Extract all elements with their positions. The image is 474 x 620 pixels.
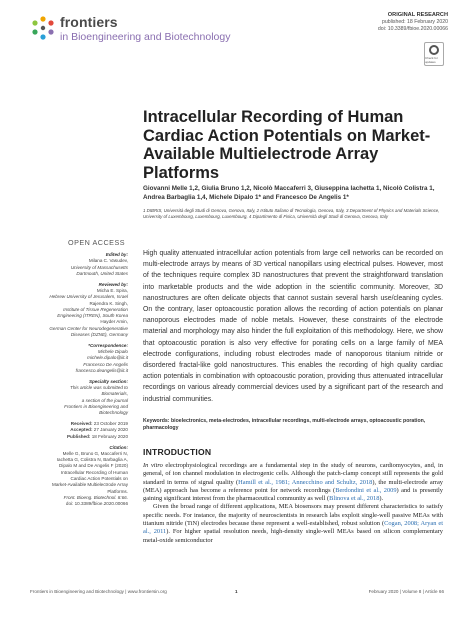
check-for-updates-button[interactable] — [424, 42, 444, 66]
reviewer-name: Micha E. Spira, — [96, 287, 128, 293]
open-access-label: OPEN ACCESS — [68, 238, 126, 247]
published-date: published: 18 February 2020 — [381, 19, 448, 25]
editor-affil: University of Massachusetts — [70, 264, 128, 270]
article-meta — [378, 12, 448, 33]
citation-line: Front. Bioeng. Biotechnol. 8:66. — [63, 494, 128, 500]
citation-line: Dipalo M and De Angelis F (2020) — [59, 463, 128, 469]
page-number: 1 — [235, 589, 238, 594]
citation-link[interactable]: Berdondini et al., 2009 — [335, 486, 397, 494]
editor-name: Milana C. Vasudev, — [88, 258, 128, 264]
reviewer-affil: Diseases (DZNE), Germany — [70, 332, 128, 338]
reviewer-affil: Institute of Tissue Regeneration — [63, 306, 128, 312]
frontiers-logo-icon — [30, 15, 56, 41]
text: electrophysiological recordings are a fundamental step in the study of neurons, cardiomyocytes, and, in general, of ion channel modulation in electrogenic cells. Although the patch-clamp concept still represents the gold standard in terms of signal quality ( — [143, 462, 443, 486]
specialty-line: This article was submitted to — [70, 385, 128, 391]
keywords-list: bioelectronics, meta-electrodes, intracellular recordings, multi-electrode arrays, optoacoustic poration, pharmacology — [143, 418, 426, 431]
citation-heading: Citation: — [109, 444, 128, 450]
citation-line: Intracellular Recording of Human — [60, 469, 128, 475]
section-heading: INTRODUCTION — [143, 447, 212, 457]
refresh-icon — [429, 45, 439, 55]
received-value: 23 October 2019 — [93, 421, 128, 427]
italic-text: In vitro — [143, 462, 163, 469]
brand-name: frontiers — [60, 14, 118, 30]
author-list[interactable]: Giovanni Melle 1,2, Giulia Bruno 1,2, Nicolò Maccaferri 3, Giuseppina Iachetta 1, Nicolò Colistra 1, Andrea Barbaglia 1,4, Michele Dipalo 1* and Francesco De Angelis 1* — [143, 185, 435, 202]
keywords — [143, 418, 443, 432]
reviewed-by-heading: Reviewed by: — [98, 281, 128, 287]
intro-body — [143, 462, 443, 545]
specialty-line: Biotechnology — [99, 410, 128, 416]
correspondence-heading: *Correspondence: — [88, 342, 128, 348]
specialty-heading: Specialty section: — [88, 378, 128, 384]
footer-issue: February 2020 | Volume 8 | Article 66 — [368, 589, 444, 594]
doi-link[interactable]: doi: 10.3389/fbioe.2020.00066 — [377, 26, 448, 32]
citation-link[interactable]: Blinova et al., 2018 — [329, 495, 380, 503]
reviewer-affil: Engineering (ITREN), South Korea — [57, 313, 128, 319]
affiliations: 1 DIBRIS, Università degli Studi di Genova, Genova, Italy, 2 Istituto Italiano di Tecnologia, Genova, Italy, 3 Department of Physics and Materials Science, University of Luxembourg, Luxembourg, Luxembourg, 4 Dipartimento di Fisica, Università degli Studi di Genova, Genova, Italy — [143, 208, 440, 220]
text: ) and is presently gaining significant interest from the pharmaceutical community as well ( — [143, 486, 443, 503]
citation-doi[interactable]: doi: 10.3389/fbioe.2020.00066 — [65, 501, 128, 507]
corresponding-author: Michele Dipalo — [97, 349, 128, 355]
text: Given the broad range of different applications, MEA biosensors may present different characteristics to satisfy specific needs. For instance, the majority of neuroscientists in research labs exploit single-well passive MEAs with titanium nitride (TiN) electrodes because these represent a well-established, robust solution ( — [143, 503, 443, 528]
text: ). — [379, 495, 384, 503]
citation-line: Iachetta G, Colistra N, Barbaglia A, — [56, 457, 128, 463]
reviewer-affil: Hebrew University of Jerusalem, Israel — [49, 294, 128, 300]
reviewer-affil: German Center for Neurodegenerative — [49, 325, 128, 331]
reviewer-name: Rajendra K. Singh, — [89, 300, 128, 306]
article-info-sidebar — [28, 252, 128, 507]
accepted-value: 27 January 2020 — [93, 427, 128, 433]
email-link[interactable]: michele.dipalo@iit.it — [87, 355, 128, 361]
published-label: Published: — [66, 433, 91, 439]
paragraph — [143, 462, 443, 503]
received-label: Received: — [70, 421, 93, 427]
journal-name: in Bioengineering and Biotechnology — [60, 31, 231, 43]
citation-line: Market-Available Multielectrode Array — [52, 482, 128, 488]
specialty-line: Frontiers in Bioengineering and — [64, 404, 128, 410]
accepted-label: Accepted: — [70, 427, 93, 433]
email-link[interactable]: francesco.deangelis@iit.it — [75, 368, 128, 374]
editor-affil: Dartmouth, United States — [76, 270, 128, 276]
edited-by-heading: Edited by: — [105, 252, 128, 257]
corresponding-author: Francesco De Angelis — [83, 361, 128, 367]
citation-line: Cardiac Action Potentials on — [70, 476, 128, 481]
check-updates-label: Check for updates — [425, 56, 438, 64]
citation-line: Platforms. — [107, 488, 128, 494]
citation-link[interactable]: Hamill et al., 1981; Annecchino and Schultz, 2018 — [238, 478, 373, 486]
keywords-label: Keywords: — [143, 418, 170, 424]
article-title: Intracellular Recording of Human Cardiac Action Potentials on Market-Available Multielectrode Array Platforms — [143, 108, 431, 182]
text: ). For higher spatial resolution needs, high-density single-well MEAs based on silicon complementary metal-oxide semiconductor — [143, 528, 443, 544]
text: ), the multi-electrode array (MEA) approach has become a reference point for network recordings ( — [143, 478, 443, 494]
journal-logo[interactable] — [30, 14, 250, 50]
citation-link[interactable]: Cogan, 2008; Aryan et al., 2011 — [143, 520, 443, 536]
paragraph — [143, 503, 443, 544]
specialty-line: Biomaterials, — [101, 391, 128, 397]
citation-line: Melle G, Bruno G, Maccaferri N, — [62, 450, 128, 456]
published-value: 18 February 2020 — [91, 433, 128, 439]
article-type: ORIGINAL RESEARCH — [387, 12, 448, 18]
reviewer-name: Hayder Amin, — [100, 319, 128, 325]
abstract: High quality attenuated intracellular action potentials from large cell networks can be recorded on multi-electrode arrays by means of 3D vertical nanopillars using electrical pulses. However, most of the techniques require complex 3D nanostructures that prevent the straightforward translation into marketable products and the wide adoption in the scientific community. Moreover, 3D nanostructures are often delicate objects that cannot sustain several harsh use/cleaning cycles. On the contrary, laser optoacoustic poration allows the recording of action potentials on planar nanoporous electrodes made of noble metals. However, these constraints of the electrode material and morphology may also hinder the full exploitation of this methodology. Here, we show that optoacoustic poration is also very effective for porating cells on a large family of MEA electrode configurations, including robust electrodes made of nanoporous titanium nitride or disordered fractal-like gold nanostructures. This enables the recording of high quality cardiac action potentials in combination with optoacoustic poration, providing thus attenuated intracellular recordings on various already commercial devices used by a significant part of the research and industrial communities. — [143, 250, 443, 403]
specialty-line: a section of the journal — [81, 397, 128, 403]
footer-journal[interactable]: Frontiers in Bioengineering and Biotechnology | www.frontiersin.org — [30, 589, 167, 594]
